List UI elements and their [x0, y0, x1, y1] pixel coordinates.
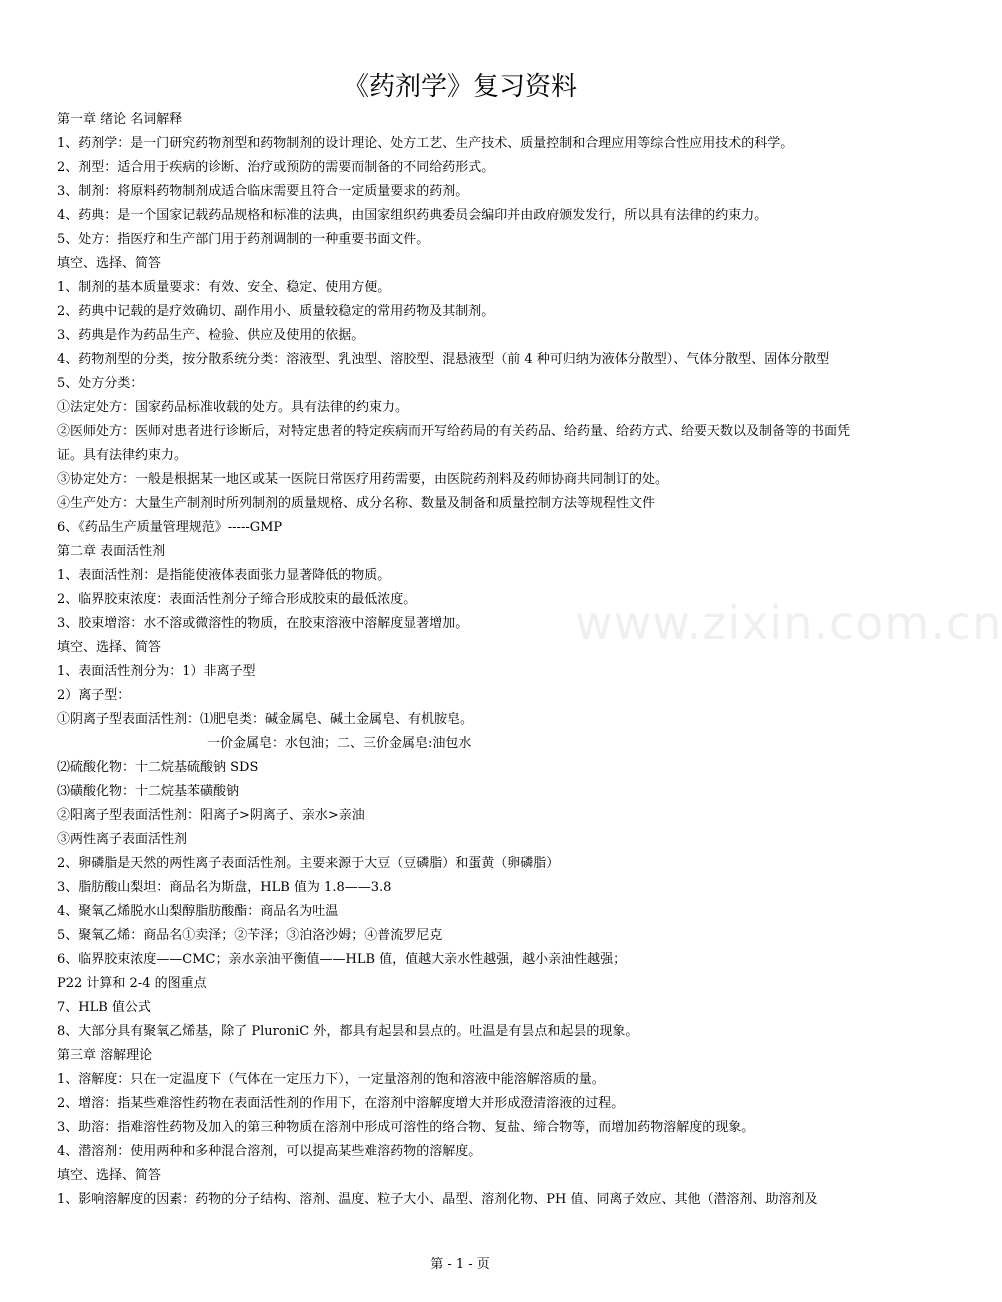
- section-heading: 填空、选择、简答: [57, 640, 162, 655]
- text-line: ⑶磺酸化物：十二烷基苯磺酸钠: [57, 784, 240, 799]
- text-line: 3、助溶：指难溶性药物及加入的第三种物质在溶剂中形成可溶性的络合物、复盐、缔合物等，而增加药物溶解度的现象。: [57, 1120, 755, 1135]
- text-line: ②阳离子型表面活性剂：阳离子>阴离子、亲水>亲油: [57, 808, 365, 823]
- text-line: 1、制剂的基本质量要求：有效、安全、稳定、使用方便。: [57, 280, 391, 295]
- text-line: 1、溶解度：只在一定温度下（气体在一定压力下），一定量溶剂的饱和溶液中能溶解溶质的量。: [57, 1072, 605, 1087]
- section-heading: 填空、选择、简答: [57, 1168, 162, 1183]
- text-line: ④生产处方：大量生产制剂时所列制剂的质量规格、成分名称、数量及制备和质量控制方法等规程性文件: [57, 496, 656, 511]
- section-heading: 填空、选择、简答: [57, 256, 162, 271]
- page-number: 第 - 1 - 页: [430, 1257, 490, 1272]
- text-line: 2、药典中记载的是疗效确切、副作用小、质量较稳定的常用药物及其制剂。: [57, 304, 495, 319]
- text-line: 2）离子型：: [57, 688, 131, 703]
- text-line: 1、药剂学：是一门研究药物剂型和药物制剂的设计理论、处方工艺、生产技术、质量控制和合理应用等综合性应用技术的科学。: [57, 136, 794, 151]
- text-line: P22 计算和 2-4 的图重点: [57, 976, 207, 991]
- text-line: 3、胶束增溶：水不溶或微溶性的物质，在胶束溶液中溶解度显著增加。: [57, 616, 469, 631]
- text-line: ①法定处方：国家药品标准收载的处方。具有法律的约束力。: [57, 400, 409, 415]
- text-line: 2、增溶：指某些难溶性药物在表面活性剂的作用下，在溶剂中溶解度增大并形成澄清溶液的过程。: [57, 1096, 625, 1111]
- text-line: 2、卵磷脂是天然的两性离子表面活性剂。主要来源于大豆（豆磷脂）和蛋黄（卵磷脂）: [57, 856, 560, 871]
- text-line: 7、HLB 值公式: [57, 1000, 151, 1015]
- text-line: 3、药典是作为药品生产、检验、供应及使用的依据。: [57, 328, 365, 343]
- text-line: ⑵硫酸化物：十二烷基硫酸钠 SDS: [57, 760, 259, 775]
- chapter-heading: 第三章 溶解理论: [57, 1048, 153, 1063]
- text-line: 4、聚氧乙烯脱水山梨醇脂肪酸酯：商品名为吐温: [57, 904, 339, 919]
- text-line: 6、《药品生产质量管理规范》-----GMP: [57, 520, 283, 535]
- text-line: 4、潜溶剂：使用两种和多种混合溶剂，可以提高某些难溶药物的溶解度。: [57, 1144, 482, 1159]
- watermark: www.zixin.com.cn: [575, 596, 1002, 650]
- text-line: 6、临界胶束浓度——CMC；亲水亲油平衡值——HLB 值，值越大亲水性越强，越小亲油性越强；: [57, 952, 627, 967]
- text-line: 2、临界胶束浓度：表面活性剂分子缔合形成胶束的最低浓度。: [57, 592, 417, 607]
- text-line: 一价金属皂：水包油；二、三价金属皂:油包水: [207, 736, 472, 751]
- text-line: 1、表面活性剂分为：1）非离子型: [57, 664, 256, 679]
- text-line: 8、大部分具有聚氧乙烯基，除了 PluroniC 外，都具有起昙和昙点的。吐温是有昙点和起昙的现象。: [57, 1024, 639, 1039]
- text-line: 1、影响溶解度的因素：药物的分子结构、溶剂、温度、粒子大小、晶型、溶剂化物、PH 值、同离子效应、其他（潜溶剂、助溶剂及: [57, 1192, 818, 1207]
- text-line: 3、脂肪酸山梨坦：商品名为斯盘，HLB 值为 1.8——3.8: [57, 880, 392, 895]
- text-line: 2、剂型：适合用于疾病的诊断、治疗或预防的需要而制备的不同给药形式。: [57, 160, 495, 175]
- text-line: ①阴离子型表面活性剂：⑴肥皂类：碱金属皂、碱土金属皂、有机胺皂。: [57, 712, 474, 727]
- document-body: [57, 108, 872, 1212]
- document-title: 《药剂学》复习资料: [342, 72, 577, 102]
- text-line: 3、制剂：将原料药物制剂成适合临床需要且符合一定质量要求的药剂。: [57, 184, 469, 199]
- text-line: 5、处方分类：: [57, 376, 144, 391]
- text-line: ③协定处方：一般是根据某一地区或某一医院日常医疗用药需要，由医院药剂料及药师协商共同制订的处。: [57, 472, 669, 487]
- chapter-heading: 第二章 表面活性剂: [57, 544, 166, 559]
- chapter-heading: 第一章 绪论 名词解释: [57, 112, 183, 127]
- text-line: 4、药物剂型的分类，按分散系统分类：溶液型、乳浊型、溶胶型、混悬液型（前 4 种可归纳为液体分散型）、气体分散型、固体分散型: [57, 352, 830, 367]
- text-line: 5、聚氧乙烯：商品名①卖泽；②苄泽；③泊洛沙姆；④普流罗尼克: [57, 928, 443, 943]
- text-line: 1、表面活性剂：是指能使液体表面张力显著降低的物质。: [57, 568, 391, 583]
- text-line: 5、处方：指医疗和生产部门用于药剂调制的一种重要书面文件。: [57, 232, 430, 247]
- text-line: ③两性离子表面活性剂: [57, 832, 188, 847]
- text-line: ②医师处方：医师对患者进行诊断后，对特定患者的特定疾病而开写给药局的有关药品、给药量、给药方式、给要天数以及制备等的书面凭证。具有法律约束力。: [57, 424, 851, 463]
- text-line: 4、药典：是一个国家记载药品规格和标准的法典，由国家组织药典委员会编印并由政府颁发发行，所以具有法律的约束力。: [57, 208, 768, 223]
